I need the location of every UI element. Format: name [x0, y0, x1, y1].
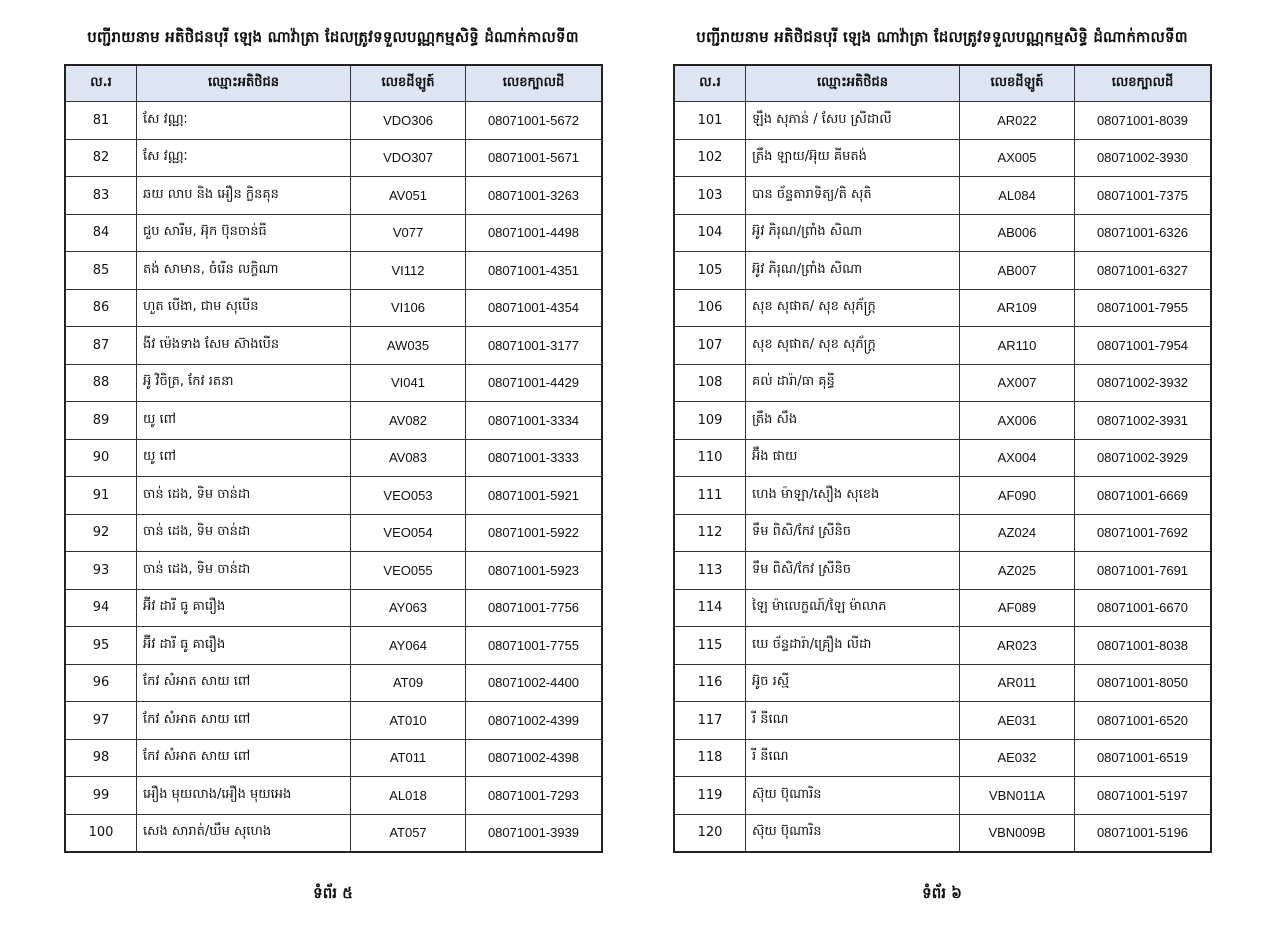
- plot-number: AF090: [960, 477, 1075, 515]
- customer-name: ទឹម ពិសិ/កែវ ស្រីនិច: [746, 552, 960, 590]
- row-number: 89: [65, 402, 137, 440]
- row-number: 83: [65, 177, 137, 215]
- page-number: ទំព័រ ៦: [922, 884, 962, 902]
- row-number: 119: [674, 777, 746, 815]
- land-title-number: 08071002-3929: [1075, 439, 1212, 477]
- land-title-number: 08071001-4429: [466, 364, 603, 402]
- row-number: 86: [65, 289, 137, 327]
- customer-name: តង់ សាមាន, ចំរើន លក្ខិណា: [137, 252, 351, 290]
- customer-name: ចាន់ ដេង, ទិម ចាន់ដា: [137, 552, 351, 590]
- land-title-number: 08071001-7293: [466, 777, 603, 815]
- customer-name: សុខ សុផាត/ សុខ សុភ័ក្រ្ត: [746, 289, 960, 327]
- land-title-number: 08071001-8038: [1075, 627, 1212, 665]
- plot-number: AT057: [351, 814, 466, 852]
- plot-number: AZ024: [960, 514, 1075, 552]
- land-title-number: 08071002-3930: [1075, 139, 1212, 177]
- table-row: [65, 477, 602, 515]
- plot-number: VBN009B: [960, 814, 1075, 852]
- land-title-number: 08071001-3263: [466, 177, 603, 215]
- row-number: 88: [65, 364, 137, 402]
- table-row: [65, 814, 602, 852]
- row-number: 84: [65, 214, 137, 252]
- customer-name: ត្រឹង សឹង: [746, 402, 960, 440]
- plot-number: AX004: [960, 439, 1075, 477]
- row-number: 100: [65, 814, 137, 852]
- page-right: [609, 0, 1249, 949]
- customer-name: ស៊ុយ ប៊ុណារិន: [746, 777, 960, 815]
- customer-table: [673, 64, 1212, 853]
- row-number: 103: [674, 177, 746, 215]
- customer-name: សែ វណ្ណៈ: [137, 102, 351, 140]
- land-title-number: 08071002-4400: [466, 664, 603, 702]
- customer-name: ឆយ លាប និង អឿន ក្លិនគុន: [137, 177, 351, 215]
- row-number: 101: [674, 102, 746, 140]
- plot-number: AE031: [960, 702, 1075, 740]
- row-number: 108: [674, 364, 746, 402]
- header-customer-name: ឈ្មោះអតិថិជន: [746, 65, 960, 102]
- plot-number: AX006: [960, 402, 1075, 440]
- table-row: [65, 514, 602, 552]
- land-title-number: 08071001-7692: [1075, 514, 1212, 552]
- table-row: [674, 627, 1211, 665]
- table-row: [674, 739, 1211, 777]
- table-row: [674, 777, 1211, 815]
- plot-number: AE032: [960, 739, 1075, 777]
- land-title-number: 08071001-5922: [466, 514, 603, 552]
- land-title-number: 08071001-6519: [1075, 739, 1212, 777]
- header-plot-number: លេខដីឡូត៍: [351, 65, 466, 102]
- plot-number: AL018: [351, 777, 466, 815]
- header-land-title-number: លេខក្បាលដី: [1075, 65, 1212, 102]
- table-body: [674, 102, 1211, 853]
- table-row: [65, 627, 602, 665]
- table-row: [65, 777, 602, 815]
- table-row: [65, 214, 602, 252]
- plot-number: VI041: [351, 364, 466, 402]
- plot-number: VBN011A: [960, 777, 1075, 815]
- customer-name: រី នីណេ: [746, 739, 960, 777]
- row-number: 82: [65, 139, 137, 177]
- customer-name: សុខ សុផាត/ សុខ សុភ័ក្រ្ត: [746, 327, 960, 365]
- customer-name: អ៊ូវ ភិរុណ/ព្រាំង សិណា: [746, 214, 960, 252]
- land-title-number: 08071001-7756: [466, 589, 603, 627]
- row-number: 91: [65, 477, 137, 515]
- table-row: [674, 589, 1211, 627]
- customer-name: ហេង ម៉ាឡា/សឿង សុខេង: [746, 477, 960, 515]
- row-number: 107: [674, 327, 746, 365]
- plot-number: VEO053: [351, 477, 466, 515]
- customer-name: កែវ សំអាត សាយ ពៅ: [137, 739, 351, 777]
- plot-number: AY064: [351, 627, 466, 665]
- table-header-row: [65, 65, 602, 102]
- land-title-number: 08071001-6520: [1075, 702, 1212, 740]
- customer-name: ងីវ ម៉េងទាង សែម ស៊ាងបើន: [137, 327, 351, 365]
- plot-number: V077: [351, 214, 466, 252]
- land-title-number: 08071002-4398: [466, 739, 603, 777]
- header-no: ល.រ: [674, 65, 746, 102]
- row-number: 106: [674, 289, 746, 327]
- table-row: [674, 177, 1211, 215]
- customer-name: គល់ ដារ៉ា/ធា គុន្ធី: [746, 364, 960, 402]
- plot-number: AT011: [351, 739, 466, 777]
- plot-number: AF089: [960, 589, 1075, 627]
- customer-name: អ៊ូច រស្មី: [746, 664, 960, 702]
- plot-number: AR109: [960, 289, 1075, 327]
- customer-name: សេង សារាត់/ឃឹម សុហេង: [137, 814, 351, 852]
- table-row: [65, 664, 602, 702]
- customer-name: ឃេ ច័ន្ទដារ៉ា/គ្រឿង លីដា: [746, 627, 960, 665]
- document-title: បញ្ជីរាយនាម អតិថិជនបុរី ឡេង ណាវ៉ាត្រា ដែលត្រូវទទួលបណ្ណកម្មសិទ្ធិ ដំណាក់កាលទី៣: [696, 28, 1188, 46]
- row-number: 93: [65, 552, 137, 590]
- customer-name: ស៊ុយ ប៊ុណារិន: [746, 814, 960, 852]
- table-row: [674, 102, 1211, 140]
- land-title-number: 08071001-7755: [466, 627, 603, 665]
- plot-number: AV083: [351, 439, 466, 477]
- land-title-number: 08071001-3939: [466, 814, 603, 852]
- plot-number: AR110: [960, 327, 1075, 365]
- row-number: 102: [674, 139, 746, 177]
- plot-number: AR022: [960, 102, 1075, 140]
- plot-number: AL084: [960, 177, 1075, 215]
- header-land-title-number: លេខក្បាលដី: [466, 65, 603, 102]
- table-row: [65, 289, 602, 327]
- row-number: 117: [674, 702, 746, 740]
- land-title-number: 08071001-6326: [1075, 214, 1212, 252]
- land-title-number: 08071001-3333: [466, 439, 603, 477]
- land-title-number: 08071001-5923: [466, 552, 603, 590]
- table-row: [674, 514, 1211, 552]
- plot-number: VDO306: [351, 102, 466, 140]
- table-row: [65, 364, 602, 402]
- document-title: បញ្ជីរាយនាម អតិថិជនបុរី ឡេង ណាវ៉ាត្រា ដែលត្រូវទទួលបណ្ណកម្មសិទ្ធិ ដំណាក់កាលទី៣: [87, 28, 579, 46]
- customer-name: កែវ សំអាត សាយ ពៅ: [137, 664, 351, 702]
- customer-name: ចាន់ ដេង, ទិម ចាន់ដា: [137, 514, 351, 552]
- row-number: 116: [674, 664, 746, 702]
- land-title-number: 08071001-4354: [466, 289, 603, 327]
- row-number: 94: [65, 589, 137, 627]
- table-row: [65, 702, 602, 740]
- plot-number: VEO054: [351, 514, 466, 552]
- customer-name: អ៊ឹង ផាយ: [746, 439, 960, 477]
- plot-number: AX007: [960, 364, 1075, 402]
- row-number: 99: [65, 777, 137, 815]
- row-number: 81: [65, 102, 137, 140]
- table-row: [674, 252, 1211, 290]
- table-row: [65, 402, 602, 440]
- table-row: [674, 477, 1211, 515]
- row-number: 87: [65, 327, 137, 365]
- land-title-number: 08071001-5671: [466, 139, 603, 177]
- land-title-number: 08071001-4498: [466, 214, 603, 252]
- customer-name: បាន ច័ន្ទតារាទិត្យ/តិ សុតិ: [746, 177, 960, 215]
- table-row: [674, 289, 1211, 327]
- customer-table: [64, 64, 603, 853]
- table-row: [674, 327, 1211, 365]
- customer-name: យូ ពៅ: [137, 439, 351, 477]
- plot-number: AY063: [351, 589, 466, 627]
- table-row: [674, 702, 1211, 740]
- table-row: [674, 814, 1211, 852]
- customer-name: អឿង មុយលាង/អឿង មុយអេង: [137, 777, 351, 815]
- table-row: [674, 439, 1211, 477]
- plot-number: VI112: [351, 252, 466, 290]
- plot-number: AT09: [351, 664, 466, 702]
- customer-name: ជួប សារីម, អ៊ុក ប៊ុនចាន់ធី: [137, 214, 351, 252]
- customer-name: ចាន់ ដេង, ទិម ចាន់ដា: [137, 477, 351, 515]
- land-title-number: 08071001-8039: [1075, 102, 1212, 140]
- table-row: [674, 364, 1211, 402]
- row-number: 95: [65, 627, 137, 665]
- land-title-number: 08071001-5196: [1075, 814, 1212, 852]
- plot-number: AV082: [351, 402, 466, 440]
- customer-name: ហួត បើងា, ជាម សុបើន: [137, 289, 351, 327]
- customer-name: យូ ពៅ: [137, 402, 351, 440]
- land-title-number: 08071001-7375: [1075, 177, 1212, 215]
- table-row: [65, 139, 602, 177]
- land-title-number: 08071002-3932: [1075, 364, 1212, 402]
- customer-name: កែវ សំអាត សាយ ពៅ: [137, 702, 351, 740]
- header-no: ល.រ: [65, 65, 137, 102]
- land-title-number: 08071001-5672: [466, 102, 603, 140]
- plot-number: AX005: [960, 139, 1075, 177]
- land-title-number: 08071001-5197: [1075, 777, 1212, 815]
- row-number: 111: [674, 477, 746, 515]
- customer-name: ឡៃ ម៉ាលេក្ខណ៍/ឡៃ ម៉ាលាភ: [746, 589, 960, 627]
- land-title-number: 08071001-7691: [1075, 552, 1212, 590]
- plot-number: VDO307: [351, 139, 466, 177]
- row-number: 98: [65, 739, 137, 777]
- row-number: 96: [65, 664, 137, 702]
- land-title-number: 08071001-4351: [466, 252, 603, 290]
- land-title-number: 08071001-7955: [1075, 289, 1212, 327]
- land-title-number: 08071001-3334: [466, 402, 603, 440]
- land-title-number: 08071002-3931: [1075, 402, 1212, 440]
- land-title-number: 08071001-6327: [1075, 252, 1212, 290]
- plot-number: AV051: [351, 177, 466, 215]
- table-row: [65, 102, 602, 140]
- customer-name: ឡឹង សុភាន់ / សែប ស្រីដាលី: [746, 102, 960, 140]
- plot-number: AR023: [960, 627, 1075, 665]
- table-row: [65, 177, 602, 215]
- table-row: [65, 589, 602, 627]
- row-number: 97: [65, 702, 137, 740]
- row-number: 120: [674, 814, 746, 852]
- plot-number: VI106: [351, 289, 466, 327]
- plot-number: AZ025: [960, 552, 1075, 590]
- plot-number: AB006: [960, 214, 1075, 252]
- table-row: [65, 252, 602, 290]
- page-number: ទំព័រ ៥: [313, 884, 353, 902]
- land-title-number: 08071001-6670: [1075, 589, 1212, 627]
- table-row: [65, 439, 602, 477]
- customer-name: ទឹម ពិសិ/កែវ ស្រីនិច: [746, 514, 960, 552]
- table-row: [674, 402, 1211, 440]
- table-row: [674, 552, 1211, 590]
- table-row: [674, 664, 1211, 702]
- table-row: [65, 552, 602, 590]
- row-number: 109: [674, 402, 746, 440]
- customer-name: អ៊ីវ ដារី ធូ គារឿង: [137, 589, 351, 627]
- land-title-number: 08071001-5921: [466, 477, 603, 515]
- plot-number: AR011: [960, 664, 1075, 702]
- row-number: 110: [674, 439, 746, 477]
- plot-number: AB007: [960, 252, 1075, 290]
- row-number: 85: [65, 252, 137, 290]
- row-number: 114: [674, 589, 746, 627]
- customer-name: អ៊ីវ ដារី ធូ គារឿង: [137, 627, 351, 665]
- plot-number: VEO055: [351, 552, 466, 590]
- land-title-number: 08071001-6669: [1075, 477, 1212, 515]
- table-row: [65, 327, 602, 365]
- table-row: [65, 739, 602, 777]
- land-title-number: 08071001-7954: [1075, 327, 1212, 365]
- row-number: 90: [65, 439, 137, 477]
- row-number: 112: [674, 514, 746, 552]
- customer-name: អ៊ូ វិចិត្រ, កែវ រតនា: [137, 364, 351, 402]
- header-customer-name: ឈ្មោះអតិថិជន: [137, 65, 351, 102]
- customer-name: អ៊ូវ ភិរុណ/ព្រាំង សិណា: [746, 252, 960, 290]
- customer-name: រី នីណេ: [746, 702, 960, 740]
- table-header-row: [674, 65, 1211, 102]
- customer-name: សែ វណ្ណៈ: [137, 139, 351, 177]
- row-number: 113: [674, 552, 746, 590]
- land-title-number: 08071001-3177: [466, 327, 603, 365]
- table-body: [65, 102, 602, 853]
- table-row: [674, 139, 1211, 177]
- plot-number: AT010: [351, 702, 466, 740]
- land-title-number: 08071002-4399: [466, 702, 603, 740]
- table-row: [674, 214, 1211, 252]
- row-number: 118: [674, 739, 746, 777]
- plot-number: AW035: [351, 327, 466, 365]
- header-plot-number: លេខដីឡូត៍: [960, 65, 1075, 102]
- land-title-number: 08071001-8050: [1075, 664, 1212, 702]
- row-number: 105: [674, 252, 746, 290]
- row-number: 92: [65, 514, 137, 552]
- row-number: 104: [674, 214, 746, 252]
- row-number: 115: [674, 627, 746, 665]
- customer-name: ត្រឹង ឡាយ/អ៊ុយ គីមតង់: [746, 139, 960, 177]
